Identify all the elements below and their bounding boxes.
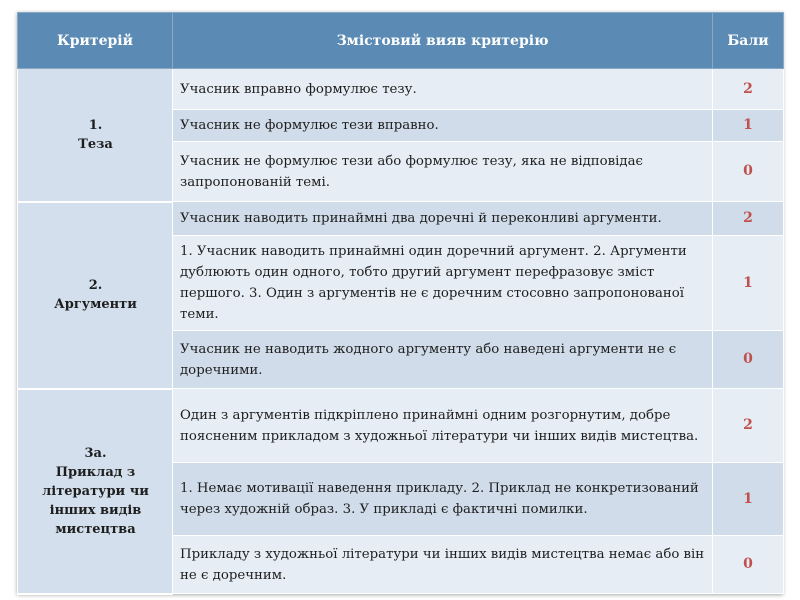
points-cell: 2 [713,69,784,110]
points-cell: 1 [713,110,784,142]
description-cell: Один з аргументів підкріплено принаймні одним розгорнутим, добре поясненим прикладом з художньої літератури чи інших видів мистецтва. [173,389,713,463]
points-cell: 1 [713,463,784,536]
description-cell: 1. Учасник наводить принаймні один доречний аргумент. 2. Аргументи дублюють один одного, тобто другий аргумент перефразовує зміст першого. 3. Один з аргументів не є доречним стосовно запропонованої теми. [173,236,713,331]
description-cell: 1. Немає мотивації наведення прикладу. 2. Приклад не конкретизований через художній образ. 3. У прикладі є фактичні помилки. [173,463,713,536]
table-row [18,69,784,110]
criterion-cell-thesis [18,69,173,202]
table-row [18,389,784,463]
criterion-number: 3а. [84,445,107,461]
description-cell: Прикладу з художньої літератури чи інших видів мистецтва немає або він не є доречним. [173,536,713,594]
criteria-table [17,12,784,595]
header-content: Змістовий вияв критерію [173,13,713,69]
header-points: Бали [713,13,784,69]
description-cell: Учасник наводить принаймні два доречні й переконливі аргументи. [173,202,713,236]
points-cell: 0 [713,536,784,594]
criterion-number: 1. [88,117,103,133]
header-criterion: Критерій [18,13,173,69]
points-cell: 2 [713,202,784,236]
criterion-cell-example [18,389,173,594]
criterion-name: Аргументи [54,297,137,312]
criteria-table-frame [17,12,783,594]
criterion-cell-arguments [18,202,173,389]
points-cell: 0 [713,142,784,202]
description-cell: Учасник не наводить жодного аргументу або наведені аргументи не є доречними. [173,331,713,389]
description-cell: Учасник вправно формулює тезу. [173,69,713,110]
description-cell: Учасник не формулює тези або формулює тезу, яка не відповідає запропонованій темі. [173,142,713,202]
points-cell: 0 [713,331,784,389]
points-cell: 2 [713,389,784,463]
table-row [18,202,784,236]
criterion-name: Приклад з літератури чи інших видів мистецтва [42,464,149,537]
criterion-number: 2. [88,278,103,293]
points-cell: 1 [713,236,784,331]
criterion-name: Теза [78,136,113,152]
header-row [18,13,784,69]
description-cell: Учасник не формулює тези вправно. [173,110,713,142]
